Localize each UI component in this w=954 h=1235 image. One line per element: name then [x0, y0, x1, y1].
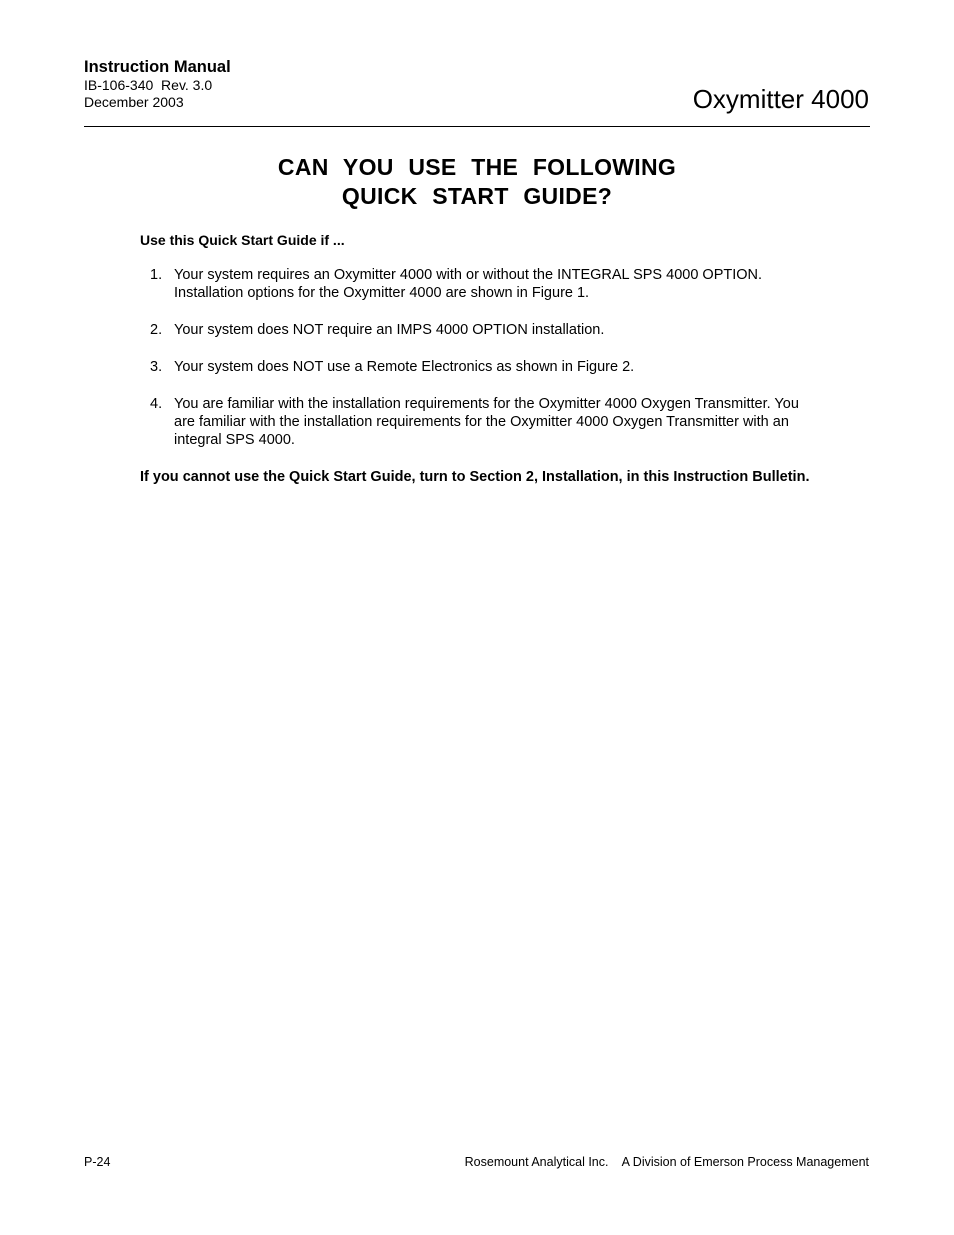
requirements-list — [140, 266, 820, 468]
list-item-number: 2. — [150, 322, 163, 338]
document-number: IB-106-340 Rev. 3.0 — [84, 77, 213, 93]
document-date: December 2003 — [84, 94, 184, 110]
manual-title: Instruction Manual — [84, 58, 231, 76]
document-header — [84, 57, 231, 111]
product-title: Oxymitter 4000 — [692, 84, 869, 114]
closing-note: If you cannot use the Quick Start Guide, turn to Section 2, Installation, in this Instruction Bulletin. — [140, 469, 810, 485]
page-number: P-24 — [84, 1155, 111, 1169]
header-divider — [84, 126, 870, 127]
intro-text: Use this Quick Start Guide if ... — [140, 232, 345, 248]
list-item-text: Your system requires an Oxymitter 4000 with or without the INTEGRAL SPS 4000 OPTION. Installation options for the Oxymitter 4000 are shown in Figure 1. — [174, 267, 763, 301]
list-item-number: 4. — [150, 396, 163, 412]
list-item — [140, 395, 820, 449]
heading-line-1: CAN YOU USE THE FOLLOWING — [277, 154, 677, 180]
list-item-text: Your system does NOT use a Remote Electronics as shown in Figure 2. — [174, 359, 635, 375]
list-item-text: You are familiar with the installation requirements for the Oxymitter 4000 Oxygen Transmitter. You are familiar with the installation requirements for the Oxymitter 4000 Oxygen Transmitter with an integral SPS 4000. — [174, 396, 799, 448]
list-item-text: Your system does NOT require an IMPS 4000 OPTION installation. — [174, 322, 605, 338]
list-item — [140, 358, 820, 376]
heading-line-2: QUICK START GUIDE? — [341, 183, 613, 209]
list-item-number: 3. — [150, 359, 163, 375]
list-item-number: 1. — [150, 267, 163, 283]
list-item — [140, 266, 820, 302]
page-heading — [84, 153, 870, 211]
company-footer: Rosemount Analytical Inc. A Division of Emerson Process Management — [464, 1155, 869, 1169]
list-item — [140, 321, 820, 339]
